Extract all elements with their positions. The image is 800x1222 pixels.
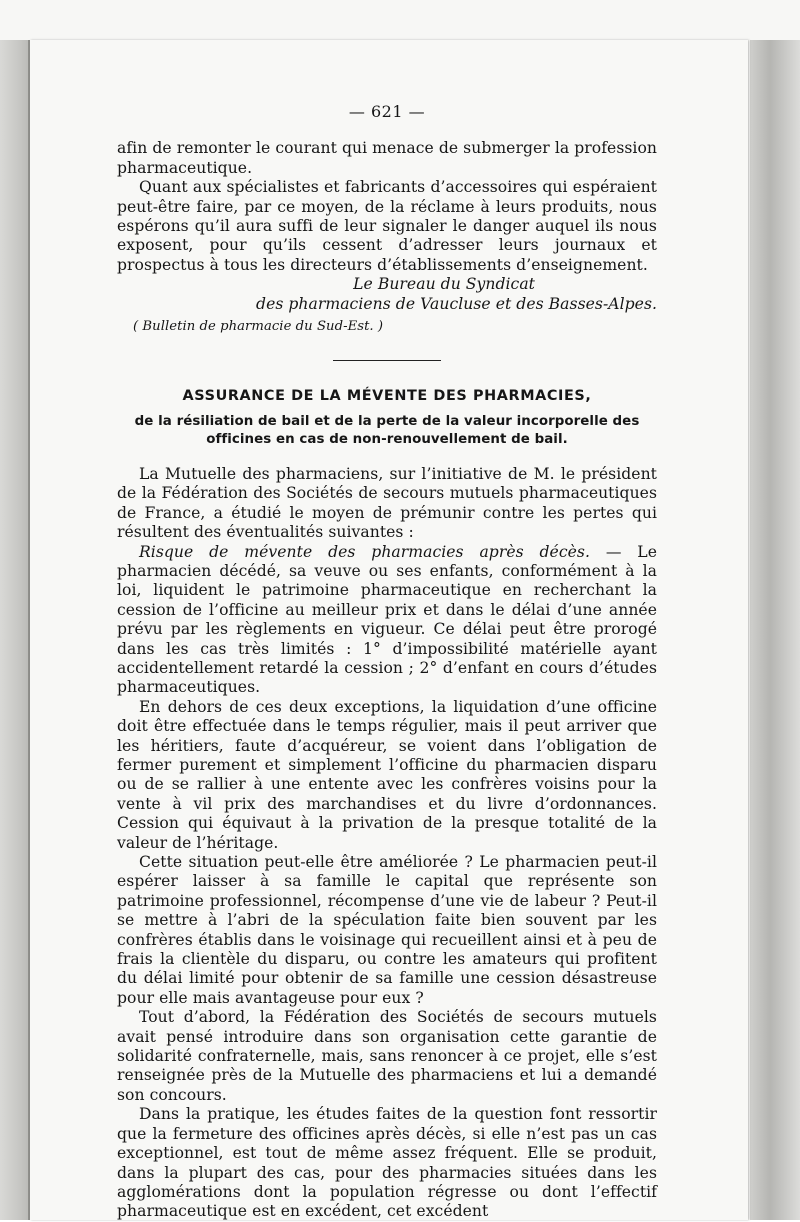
article-paragraph: Tout d’abord, la Fédération des Sociétés de secours mutuels avait pensé introduire dans son organisation cette garantie de solidarité confraternelle, mais, sans renoncer à ce projet, elle s’est renseignée près de la Mutuelle des pharmaciens et lui a demandé son concours. bbox=[117, 1008, 657, 1104]
article-paragraph-risk bbox=[117, 543, 657, 698]
article-paragraph: En dehors de ces deux exceptions, la liquidation d’une officine doit être effectuée dans le temps régulier, mais il peut arriver que les héritiers, faute d’acquéreur, se voient dans l’obligation de fermer purement et simplement l’officine du pharmacien disparu ou de se rallier à une entente avec les confrères voisins pour la vente à vil prix des marchandises et du livre d’ordonnances. Cession qui équivaut à la privation de la presque totalité de la valeur de l’héritage. bbox=[117, 697, 657, 852]
book-page bbox=[30, 40, 748, 1220]
intro-continuation: afin de remonter le courant qui menace de submerger la profession pharmaceutique. bbox=[117, 139, 657, 177]
article-paragraph: Cette situation peut-elle être améliorée ? Le pharmacien peut-il espérer laisser à sa famille le capital que représente son patrimoine professionnel, récompense d’une vie de labeur ? Peut-il se mettre à l’abri de la spéculation faite bien souvent par les confrères établis dans le voisinage qui recueillent ainsi et à peu de frais la clientèle du disparu, ou contre les amateurs qui profitent du délai limité pour obtenir de sa famille une cession désastreuse pour elle mais avantageuse pour eux ? bbox=[117, 853, 657, 1007]
article-paragraph: Dans la pratique, les études faites de la question font ressortir que la fermeture des officines après décès, si elle n’est pas un cas exceptionnel, est tout de même assez fréquent. Elle se produit, dans la plupart des cas, pour des pharmacies situées dans les agglomérations dont la population régresse ou dont l’effectif pharmaceutique est en excédent, cet excédent bbox=[117, 1105, 657, 1221]
signature-line-2: des pharmaciens de Vaucluse et des Basses-Alpes. bbox=[256, 294, 657, 313]
risk-label: Risque de mévente des pharmacies après décès. bbox=[139, 542, 590, 561]
signature-line-1: Le Bureau du Syndicat bbox=[353, 275, 535, 294]
article-paragraph: La Mutuelle des pharmaciens, sur l’initiative de M. le président de la Fédération des Sociétés de secours mutuels pharmaceutiques de France, a étudié le moyen de prémunir contre les pertes qui résultent des éventualités suivantes : bbox=[117, 464, 657, 542]
section-divider bbox=[333, 360, 441, 361]
article-title: ASSURANCE DE LA MÉVENTE DES PHARMACIES, bbox=[182, 388, 592, 405]
risk-text: — Le pharmacien décédé, sa veuve ou ses enfants, conformément à la loi, liquident le patrimoine pharmaceutique en recherchant la cession de l’officine au meilleur prix et dans le délai d’une année prévu par les règlements en vigueur. Ce délai peut être prorogé dans les cas très limités : 1° d’impossibilité matérielle ayant accidentellement retardé la cession ; 2° d’enfant en cours d’études pharmaceutiques. bbox=[117, 542, 657, 697]
intro-paragraph: Quant aux spécialistes et fabricants d’accessoires qui espéraient peut-être faire, par ce moyen, de la réclame à leurs produits, nous espérons qu’il aura suffi de leur signaler le danger auquel ils nous exposent, pour qu’ils cessent d’adresser leurs journaux et prospectus à tous les directeurs d’établissements d’enseignement. bbox=[117, 178, 657, 274]
right-page-edge bbox=[750, 40, 800, 1220]
left-page-edge bbox=[0, 40, 30, 1220]
page-content bbox=[117, 102, 657, 1222]
article-subtitle: de la résiliation de bail et de la perte de la valeur incorporelle des officines en cas de non-renouvellement de bail. bbox=[134, 413, 640, 448]
source-citation: ( Bulletin de pharmacie du Sud-Est. ) bbox=[133, 319, 384, 335]
page-number: — 621 — bbox=[348, 102, 426, 121]
